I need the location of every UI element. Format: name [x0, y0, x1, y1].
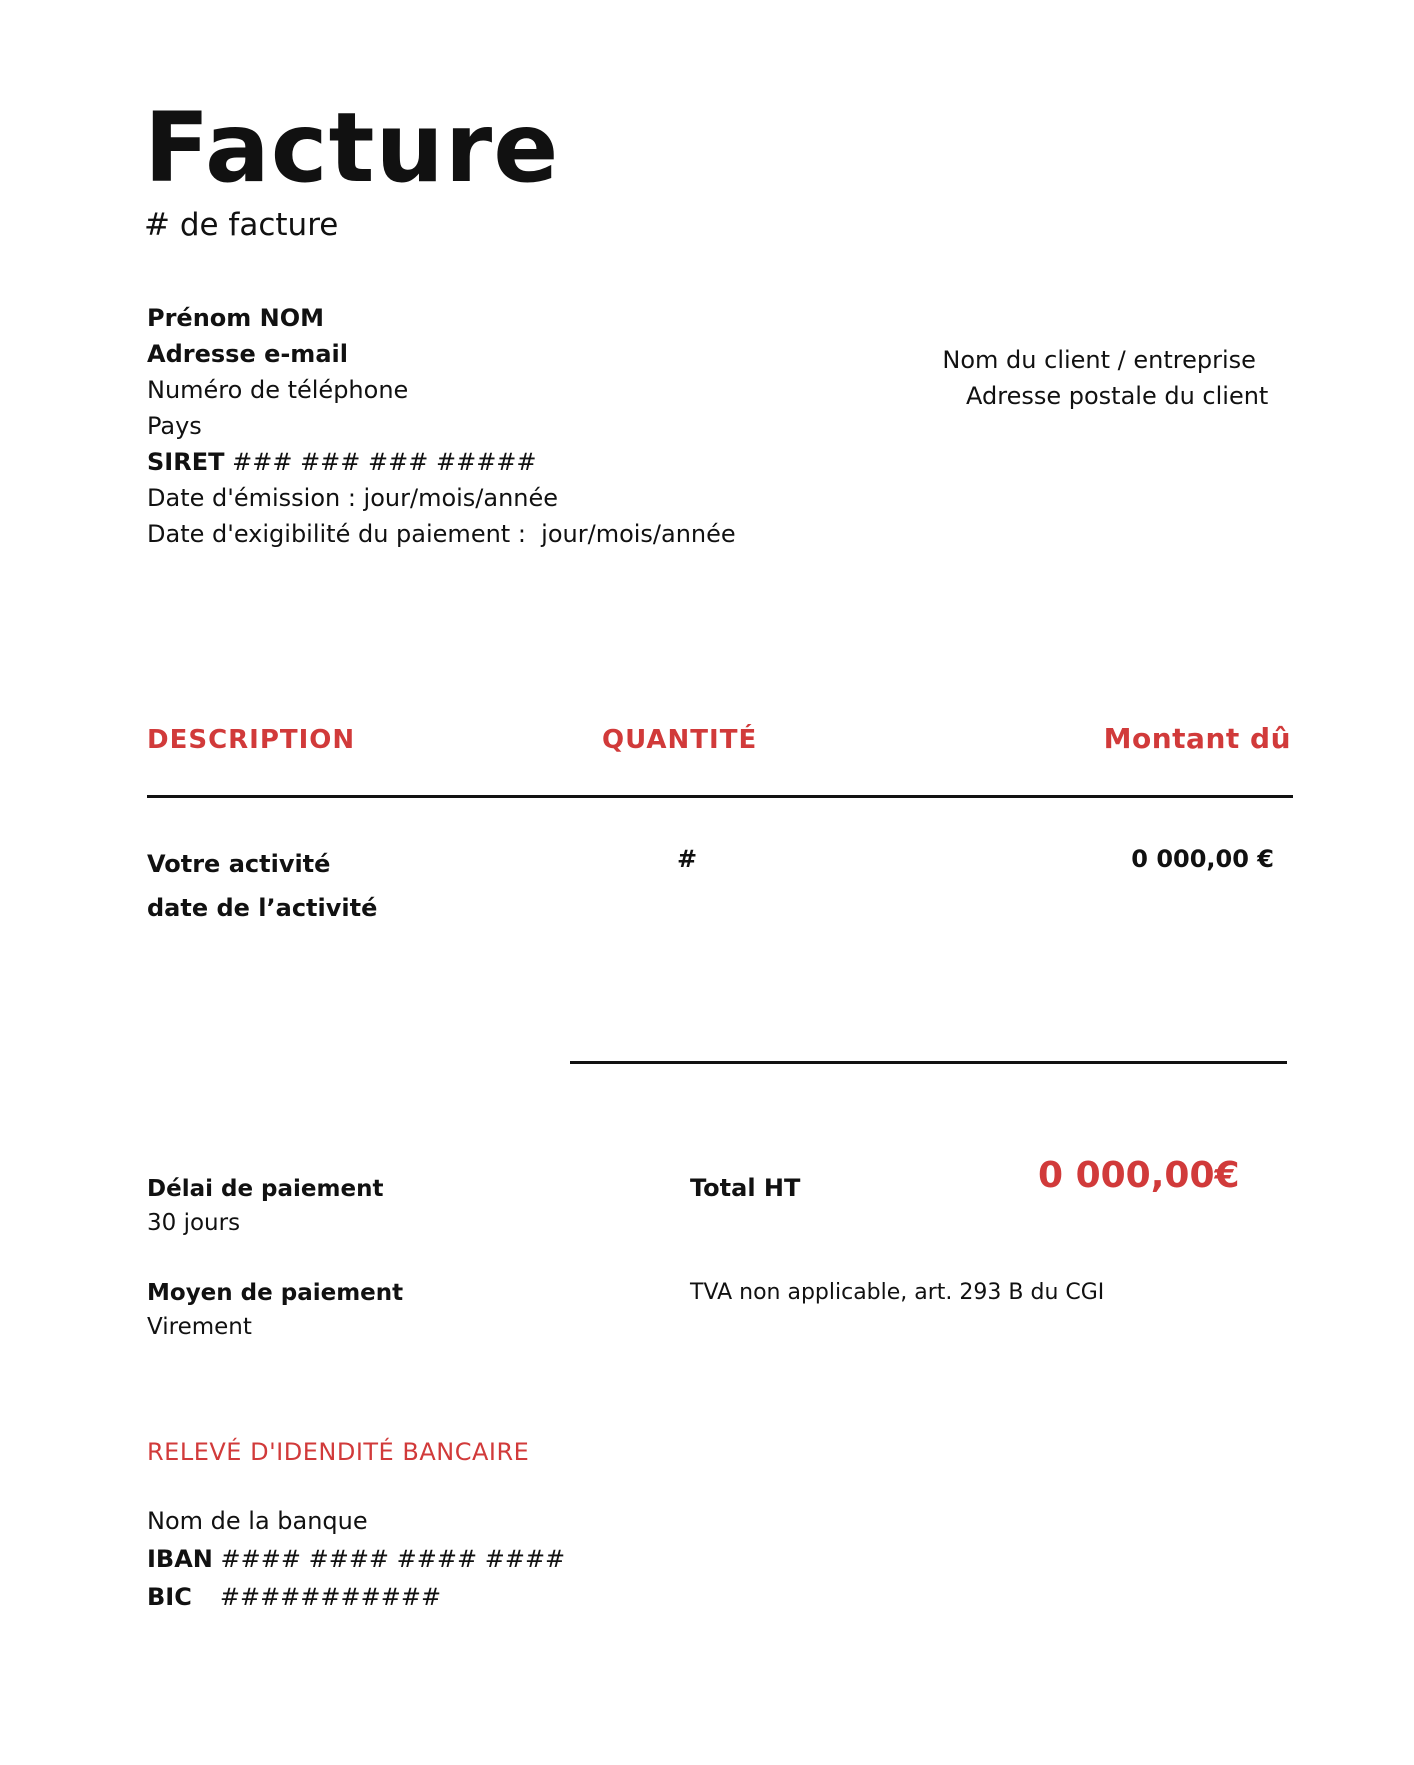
column-header-quantity: QUANTITÉ: [602, 725, 758, 755]
sender-name: Prénom NOM: [147, 304, 325, 332]
sender-phone: Numéro de téléphone: [147, 376, 409, 404]
item-quantity: #: [677, 845, 698, 873]
invoice-title: Facture: [144, 92, 560, 204]
iban-value: #### #### #### ####: [220, 1545, 566, 1573]
sender-country: Pays: [147, 412, 202, 440]
column-header-amount: Montant dû: [1103, 722, 1291, 755]
client-block: [930, 342, 1268, 414]
siret-value: ### ### ### #####: [232, 448, 537, 476]
sender-email: Adresse e-mail: [147, 340, 348, 368]
bank-name: Nom de la banque: [147, 1507, 368, 1535]
iban: [147, 1540, 565, 1578]
issue-date: Date d'émission : jour/mois/année: [147, 484, 559, 512]
bank-section-heading: RELEVÉ D'IDENDITÉ BANCAIRE: [147, 1438, 530, 1466]
sender-block: [147, 300, 736, 552]
payment-delay-label: Délai de paiement: [147, 1176, 384, 1202]
total-divider: [570, 1061, 1287, 1064]
table-header-divider: [147, 795, 1293, 798]
bic: [147, 1578, 565, 1616]
payment-method-label: Moyen de paiement: [147, 1280, 404, 1306]
client-address: Adresse postale du client: [966, 382, 1269, 410]
vat-note: TVA non applicable, art. 293 B du CGI: [690, 1280, 1105, 1305]
sender-siret: [147, 444, 736, 480]
bic-value: ###########: [219, 1583, 442, 1611]
bic-label: BIC: [147, 1583, 192, 1611]
payment-method-value: Virement: [147, 1314, 252, 1340]
invoice-number: # de facture: [144, 207, 339, 243]
total-value: 0 000,00€: [1038, 1155, 1240, 1196]
column-header-description: DESCRIPTION: [147, 725, 356, 755]
item-activity: Votre activité: [147, 850, 331, 878]
bank-details: [147, 1502, 565, 1616]
siret-label: SIRET: [147, 448, 225, 476]
client-name: Nom du client / entreprise: [942, 346, 1256, 374]
item-date: date de l’activité: [147, 894, 378, 922]
item-amount: 0 000,00 €: [1131, 845, 1274, 873]
total-label: Total HT: [690, 1174, 801, 1202]
iban-label: IBAN: [147, 1545, 213, 1573]
payment-delay-value: 30 jours: [147, 1210, 241, 1236]
table-row: [147, 842, 377, 930]
due-date: Date d'exigibilité du paiement : jour/mois/année: [147, 520, 736, 548]
